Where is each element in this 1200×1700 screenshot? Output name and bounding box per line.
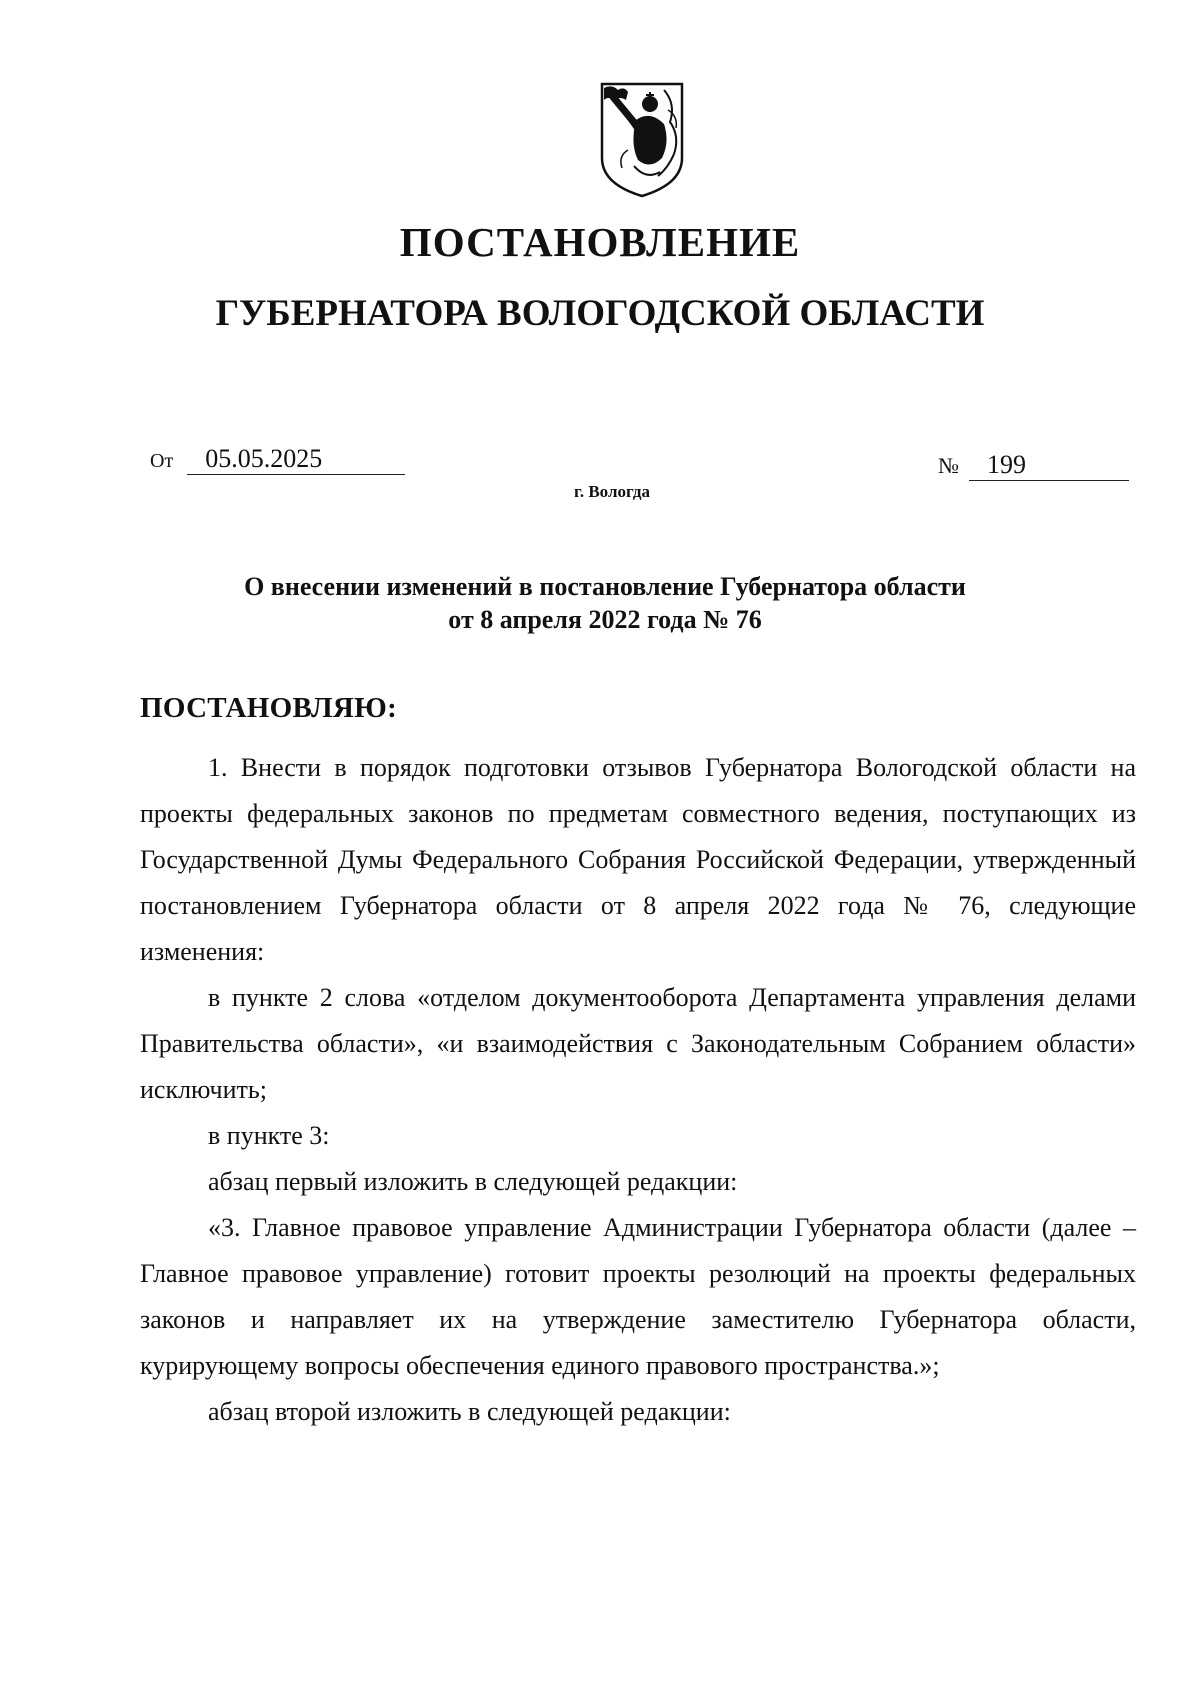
paragraph: в пункте 2 слова «отделом документооборота Департамента управления делами Правительства области», «и взаимодействия с Законодательным Собранием области» исключить;: [140, 983, 1136, 1104]
paragraph: «3. Главное правовое управление Администрации Губернатора области (далее – Главное правовое управление) готовит проекты резолюций на проекты федеральных законов и направляет их на утверждение заместителю Губернатора области, курирующему вопросы обеспечения единого правового пространства.»;: [140, 1213, 1136, 1380]
paragraph: абзац первый изложить в следующей редакции:: [208, 1167, 738, 1196]
number-label: №: [938, 453, 959, 478]
number-line: [938, 452, 1129, 481]
date-line: [150, 446, 405, 475]
number-value: 199: [969, 452, 1129, 481]
subject-line-1: О внесении изменений в постановление Губернатора области: [244, 572, 966, 601]
document-issuer: ГУБЕРНАТОРА ВОЛОГОДСКОЙ ОБЛАСТИ: [215, 293, 985, 334]
paragraph: в пункте 3:: [208, 1121, 330, 1150]
city-label: г. Вологда: [574, 482, 650, 501]
vologda-coat-of-arms-icon: [598, 80, 686, 200]
document-subject: [10, 570, 1200, 636]
document-body: [140, 745, 1136, 1435]
paragraph: 1. Внести в порядок подготовки отзывов Губернатора Вологодской области на проекты федеральных законов по предметам совместного ведения, поступающих из Государственной Думы Федерального Собрания Российской Федерации, утвержденный постановлением Губернатора области от 8 апреля 2022 года № 76, следующие изменения:: [140, 753, 1136, 966]
date-value: 05.05.2025: [187, 446, 405, 475]
paragraph: абзац второй изложить в следующей редакции:: [208, 1397, 731, 1426]
subject-line-2: от 8 апреля 2022 года № 76: [448, 605, 762, 634]
decree-heading: ПОСТАНОВЛЯЮ:: [140, 692, 398, 724]
document-title: ПОСТАНОВЛЕНИЕ: [399, 219, 801, 265]
date-label: От: [150, 450, 174, 472]
